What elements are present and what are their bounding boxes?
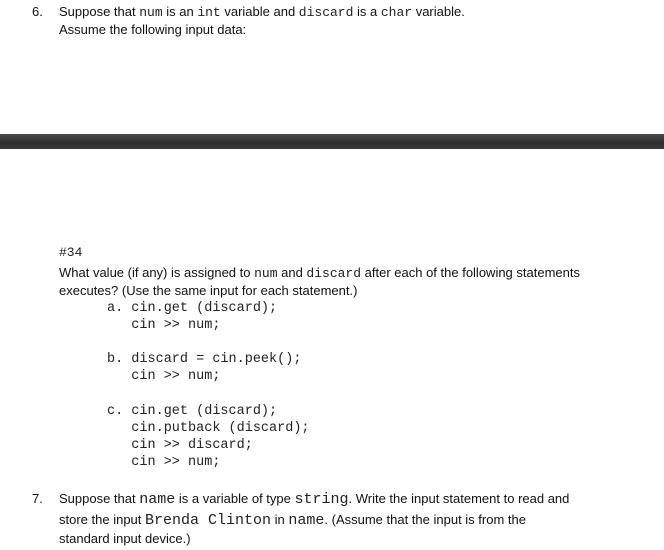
question-tag: #34 [59,245,83,260]
page-divider [0,134,664,149]
question-34-prompt-line-2: executes? (Use the same input for each statement.) [59,283,358,298]
code-int: int [197,5,221,20]
question-34-prompt-line-1: What value (if any) is assigned to num and discard after each of the following statements [59,265,580,281]
code-discard: discard [298,5,354,20]
code-name: name [139,491,176,508]
code-discard: discard [306,266,362,281]
code-string: string [294,491,349,508]
question-7-line-2: store the input Brenda Clinton in name. (Assume that the input is from the [59,512,526,529]
question-6-line-2: Assume the following input data: [59,22,247,37]
code-brenda-clinton: Brenda Clinton [145,512,272,529]
question-7-number: 7. [32,491,43,506]
question-6-line-1: Suppose that num is an int variable and discard is a char variable. [59,4,465,20]
code-char: char [380,5,413,20]
code-num: num [139,5,163,20]
part-a-code: a. cin.get (discard); cin >> num; [107,301,278,333]
code-num: num [254,266,278,281]
question-6-number: 6. [32,4,43,19]
question-7-line-1: Suppose that name is a variable of type string. Write the input statement to read and [59,491,570,508]
part-b-code: b. discard = cin.peek(); cin >> num; [107,352,302,384]
question-7-line-3: standard input device.) [59,531,191,546]
code-name: name [288,512,325,529]
part-c-code: c. cin.get (discard); cin.putback (discard); cin >> discard; cin >> num; [107,404,310,470]
